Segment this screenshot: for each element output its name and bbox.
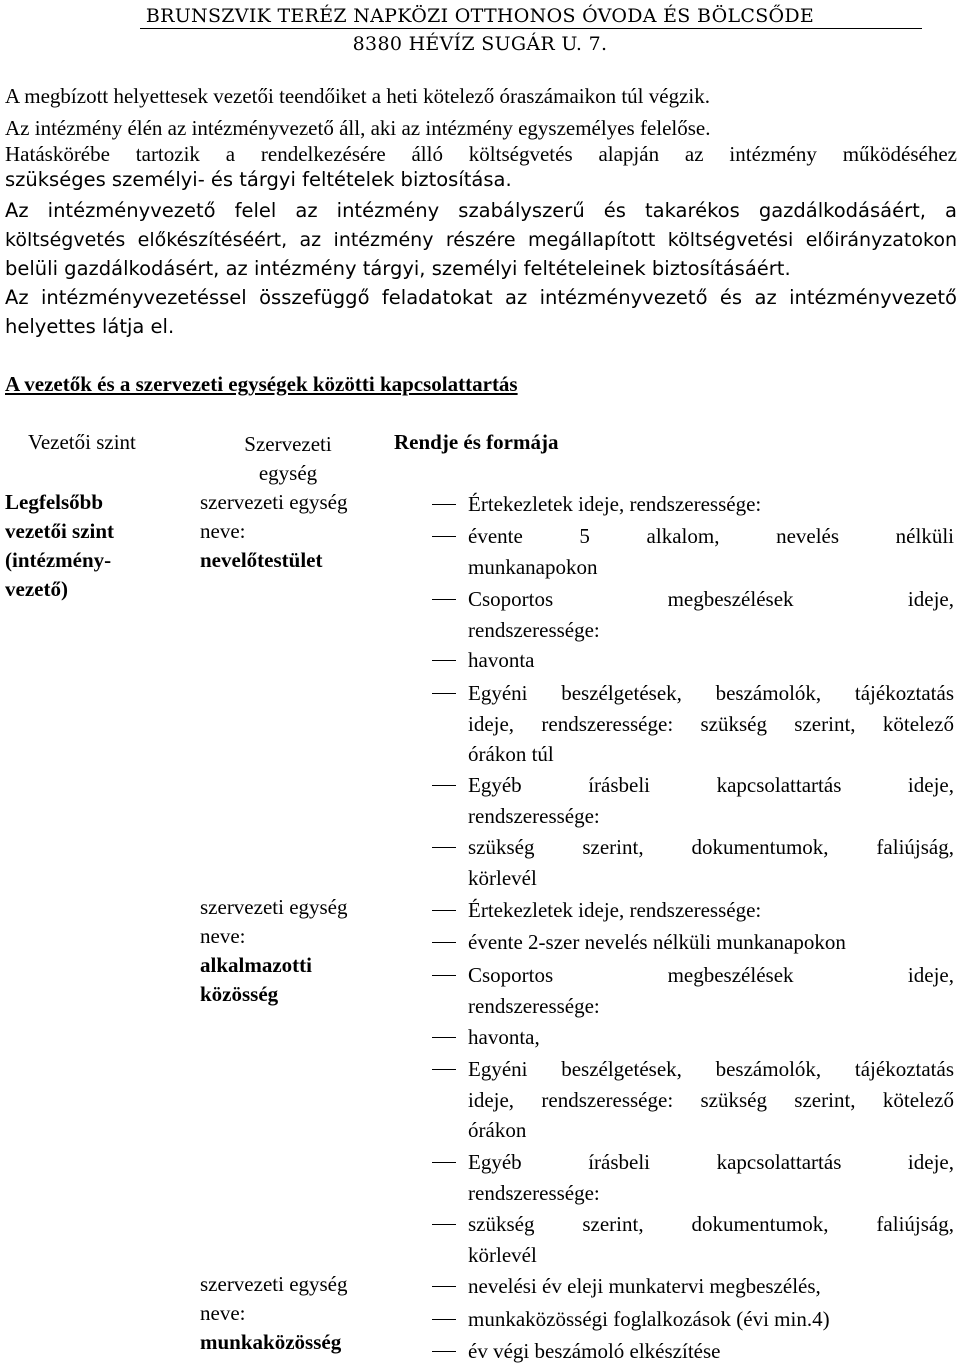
intro-paragraph-4-line-3: belüli gazdálkodásért, az intézmény tárgyi, személyi feltételeinek biztosításáért. [5,257,791,280]
list-item [468,521,954,582]
dash-bullet [432,660,456,661]
list-item [468,1336,954,1367]
list-item-line: Értekezletek ideje, rendszeressége: [468,492,762,516]
list-item [468,1304,954,1335]
leadership-level-cell [5,488,114,604]
header-institution-name: BRUNSZVIK TERÉZ NAPKÖZI OTTHONOS ÓVODA ÉS BÖLCSŐDE [145,5,815,27]
leadership-level-line-2: vezetői szint [5,519,115,543]
list-item-line: munkanapokon [468,554,598,579]
list-item-line: Csoportos megbeszélések ideje, [468,963,954,987]
list-item-line: körlevél [468,865,537,890]
unit-nevelotestulet [200,488,348,575]
header-organizational-unit [200,430,376,488]
dash-bullet [432,1319,456,1320]
intro-paragraph-2: Az intézmény élén az intézményvezető áll, aki az intézmény egyszemélyes felelőse. [5,116,711,140]
leadership-level-line-1: Legfelsőbb [5,490,104,514]
list-item-line: havonta [468,648,535,672]
list-item [468,1022,954,1053]
dash-bullet [432,1224,456,1225]
list-item [468,645,954,676]
list-item-line: év végi beszámoló elkészítése [468,1339,721,1363]
intro-paragraph-5-line-1: Az intézményvezetéssel összefüggő feladatokat az intézményvezető és az intézményvezető [5,286,957,309]
dash-bullet [432,1162,456,1163]
list-item [468,895,954,926]
unit-alkalmazotti-kozosseg [200,893,348,1009]
section-title: A vezetők és a szervezeti egységek közötti kapcsolattartás [5,372,518,396]
list-item-line: Egyéb írásbeli kapcsolattartás ideje, [468,1150,954,1174]
leadership-level-line-4: vezető) [5,577,68,601]
dash-bullet [432,504,456,505]
list-item [468,1054,954,1146]
list-item-line: évente 2-szer nevelés nélküli munkanapokon [468,930,846,954]
list-item-line: Egyéni beszélgetések, beszámolók, tájékoztatás [468,681,954,705]
unit-label-line-1: szervezeti egység [200,490,348,514]
header-organizational-unit-line-1: Szervezeti [244,432,332,456]
intro-paragraph-1: A megbízott helyettesek vezetői teendőiket a heti kötelező óraszámaikon túl végzik. [5,84,710,108]
list-item-line: Csoportos megbeszélések ideje, [468,587,954,611]
list-item [468,1147,954,1208]
unit-label-line-2: neve: [200,924,246,948]
unit-munkakozosseg [200,1270,348,1357]
list-item [468,584,954,645]
unit-label-line-1: szervezeti egység [200,895,348,919]
list-item [468,832,954,893]
dash-bullet [432,910,456,911]
intro-paragraph-5-line-2: helyettes látja el. [5,315,175,338]
unit-label-line-1: szervezeti egység [200,1272,348,1296]
list-item-line: rendszeressége: [468,803,600,828]
leadership-level-line-3: (intézmény- [5,548,112,572]
list-item-line: Egyéni beszélgetések, beszámolók, tájékoztatás [468,1057,954,1081]
dash-bullet [432,975,456,976]
list-item-line: körlevél [468,1242,537,1267]
unit-label-line-2: neve: [200,1301,246,1325]
list-item-line: munkaközösségi foglalkozások (évi min.4) [468,1307,830,1331]
list-item [468,960,954,1021]
dash-bullet [432,1069,456,1070]
list-item-line: ideje, rendszeressége: szükség szerint, kötelező [468,711,954,736]
unit-name-line-1: alkalmazotti [200,953,312,977]
list-item [468,1271,954,1302]
dash-bullet [432,1037,456,1038]
list-item-line: rendszeressége: [468,1180,600,1205]
dash-bullet [432,1351,456,1352]
dash-bullet [432,847,456,848]
list-item-line: ideje, rendszeressége: szükség szerint, kötelező [468,1087,954,1112]
list-item [468,1209,954,1270]
list-item-line: évente 5 alkalom, nevelés nélküli [468,524,954,548]
list-item-line: havonta, [468,1025,540,1049]
list-item [468,770,954,831]
dash-bullet [432,1286,456,1287]
dash-bullet [432,785,456,786]
header-order-and-form: Rendje és formája [394,430,559,454]
header-divider [140,28,922,29]
list-item-line: rendszeressége: [468,617,600,642]
header-address: 8380 HÉVÍZ SUGÁR U. 7. [352,33,608,55]
header-leadership-level: Vezetői szint [28,430,136,454]
dash-bullet [432,599,456,600]
header-organizational-unit-line-2: egység [258,461,318,485]
list-item-line: szükség szerint, dokumentumok, faliújság, [468,1212,954,1236]
intro-paragraph-4-line-1: Az intézményvezető felel az intézmény szabályszerű és takarékos gazdálkodásáért, a [5,199,957,222]
list-item [468,489,954,520]
intro-paragraph-4-line-2: költségvetés előkészítéséért, az intézmény részére megállapított költségvetési előirányzatokon [5,229,957,251]
list-item-line: órákon túl [468,742,554,766]
intro-paragraph-3-line-2: szükséges személyi- és tárgyi feltételek biztosítása. [5,168,512,191]
unit-name: nevelőtestület [200,548,323,572]
dash-bullet [432,942,456,943]
list-item-line: rendszeressége: [468,993,600,1018]
list-item-line: Értekezletek ideje, rendszeressége: [468,898,762,922]
dash-bullet [432,536,456,537]
list-item [468,927,954,958]
list-item-line: Egyéb írásbeli kapcsolattartás ideje, [468,773,954,797]
list-item-line: nevelési év eleji munkatervi megbeszélés, [468,1274,821,1298]
dash-bullet [432,693,456,694]
list-item-line: órákon [468,1118,527,1142]
intro-paragraph-3-line-1: Hatáskörébe tartozik a rendelkezésére álló költségvetés alapján az intézmény működéséhez [5,142,957,166]
unit-name-line-2: közösség [200,982,279,1006]
unit-name: munkaközösség [200,1330,342,1354]
unit-label-line-2: neve: [200,519,246,543]
list-item-line: szükség szerint, dokumentumok, faliújság, [468,835,954,859]
list-item [468,678,954,770]
